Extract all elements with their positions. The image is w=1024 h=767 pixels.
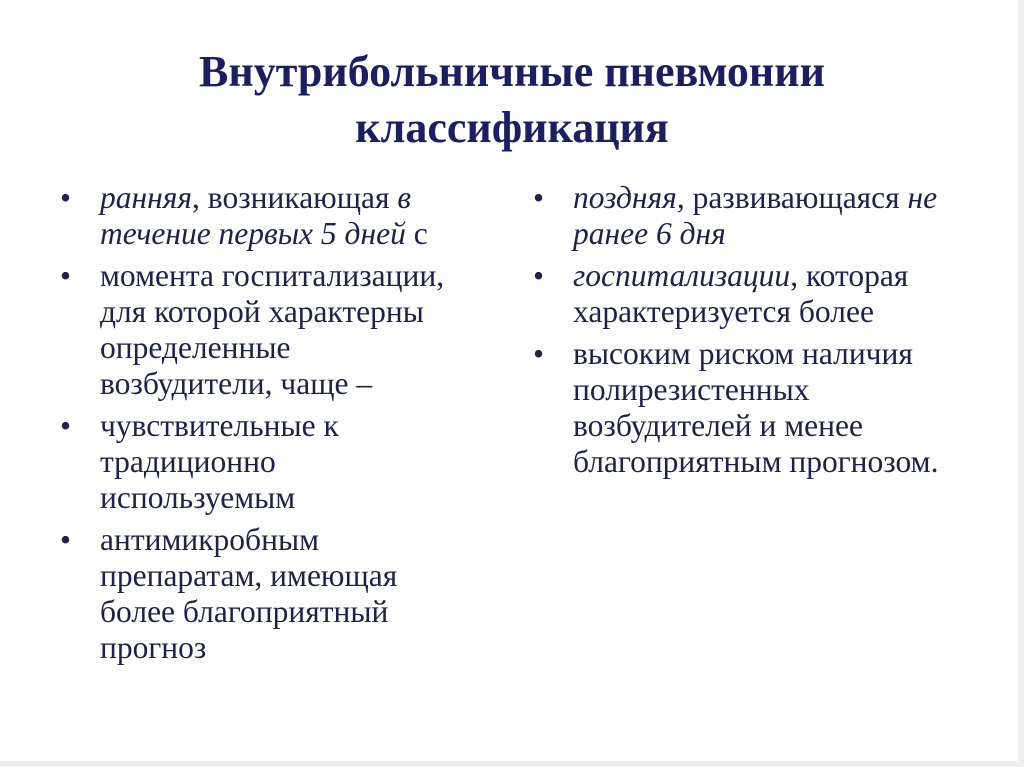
list-item xyxy=(533,336,953,480)
item-text: антимикробным препаратам, имеющая более благоприятный прогноз xyxy=(100,522,398,665)
list-item xyxy=(533,258,953,330)
title-line-1: Внутрибольничные пневмонии xyxy=(199,47,825,96)
bullet-icon: • xyxy=(533,180,545,215)
item-text: чувствительные к традиционно используемым xyxy=(100,408,339,515)
slide-title xyxy=(0,44,1024,156)
bullet-icon: • xyxy=(533,336,545,371)
item-emphasis: не ранее 6 дня xyxy=(573,180,938,251)
bullet-icon: • xyxy=(60,522,72,557)
bullet-icon: • xyxy=(60,258,72,293)
left-column xyxy=(60,180,460,672)
term-late: поздняя xyxy=(573,180,677,215)
list-item xyxy=(60,258,460,402)
list-item xyxy=(60,408,460,516)
item-text-tail: с xyxy=(405,216,428,251)
list-item xyxy=(60,522,460,666)
title-line-2: классификация xyxy=(355,103,669,152)
item-text: момента госпитализации, для которой характерны определенные возбудители, чаще – xyxy=(100,258,445,401)
item-text: , которая характеризуется более xyxy=(573,258,909,329)
item-text: , развивающаяся xyxy=(676,180,908,215)
item-emphasis: в течение первых 5 дней xyxy=(100,180,411,251)
bullet-icon: • xyxy=(533,258,545,293)
bullet-icon: • xyxy=(60,180,72,215)
item-text: , возникающая xyxy=(192,180,398,215)
term-early: ранняя xyxy=(100,180,193,215)
bullet-icon: • xyxy=(60,408,72,443)
list-item xyxy=(533,180,953,252)
item-emphasis: госпитализации xyxy=(573,258,791,293)
list-item xyxy=(60,180,460,252)
right-column xyxy=(533,180,953,486)
item-text: высоким риском наличия полирезистенных возбудителей и менее благоприятным прогнозом. xyxy=(573,336,939,479)
